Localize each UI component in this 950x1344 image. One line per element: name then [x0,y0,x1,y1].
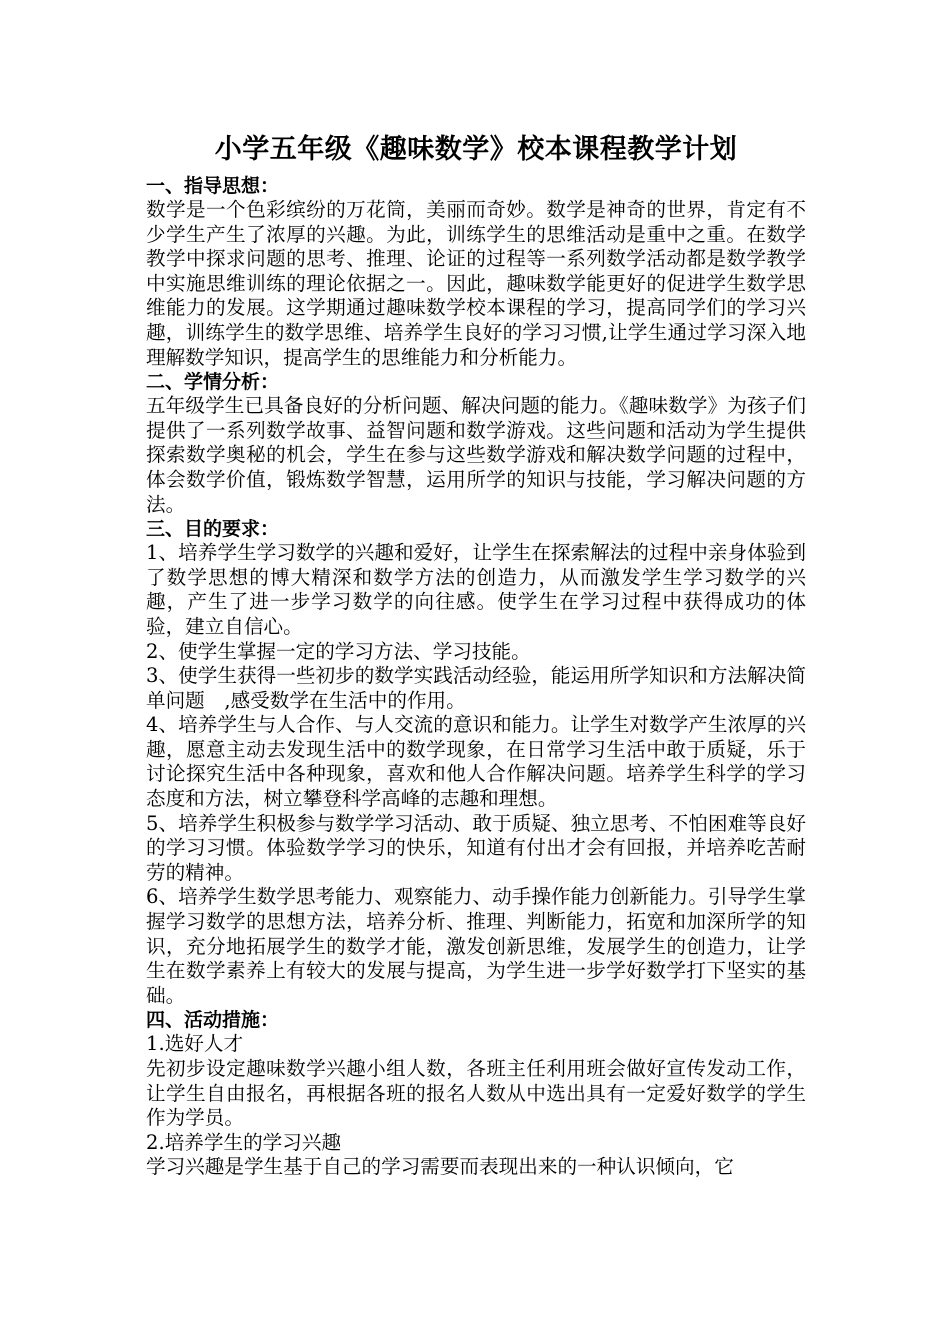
objective-item-1: 1、培养学生学习数学的兴趣和爱好，让学生在探索解法的过程中亲身体验到了数学思想的博大精深和数学方法的创造力，从而激发学生学习数学的兴趣，产生了进一步学习数学的向往感。使学生在学习过程中获得成功的体验，建立自信心。 [146,541,806,638]
document-page [146,128,806,1180]
objective-item-4: 4、培养学生与人合作、与人交流的意识和能力。让学生对数学产生浓厚的兴趣，愿意主动去发现生活中的数学现象，在日常学习生活中敢于质疑，乐于讨论探究生活中各种现象，喜欢和他人合作解决问题。培养学生科学的学习态度和方法，树立攀登科学高峰的志趣和理想。 [146,713,806,811]
paragraph-learner-analysis: 五年级学生已具备良好的分析问题、解决问题的能力。《趣味数学》为孩子们提供了一系列数学故事、益智问题和数学游戏。这些问题和活动为学生提供探索数学奥秘的机会，学生在参与这些数学游戏和解决数学问题的过程中，体会数学价值，锻炼数学智慧，运用所学的知识与技能，学习解决问题的方法。 [146,394,806,516]
section-heading-measures: 四、活动措施： [146,1009,280,1032]
section-heading-guiding-thought: 一、指导思想： [146,175,280,197]
objective-item-5: 5、培养学生积极参与数学学习活动、敢于质疑、独立思考、不怕困难等良好的学习习惯。体验数学学习的快乐，知道有付出才会有回报，并培养吃苦耐劳的精神。 [146,811,806,884]
measure-subheading-1: 1.选好人才 [146,1032,244,1056]
measure-subheading-2: 2.培养学生的学习兴趣 [146,1130,342,1154]
objective-item-2: 2、使学生掌握一定的学习方法、学习技能。 [146,639,531,663]
measure-paragraph-1: 先初步设定趣味数学兴趣小组人数，各班主任利用班会做好宣传发动工作，让学生自由报名，再根据各班的报名人数从中选出具有一定爱好数学的学生作为学员。 [146,1057,806,1130]
section-heading-objectives: 三、目的要求： [146,518,280,541]
paragraph-guiding-thought: 数学是一个色彩缤纷的万花筒，美丽而奇妙。数学是神奇的世界，肯定有不少学生产生了浓厚的兴趣。为此，训练学生的思维活动是重中之重。在数学教学中探求问题的思考、推理、论证的过程等一系列数学活动都是数学教学中实施思维训练的理论依据之一。因此，趣味数学能更好的促进学生数学思维能力的发展。这学期通过趣味数学校本课程的学习，提高同学们的学习兴趣，训练学生的数学思维、培养学生良好的学习习惯,让学生通过学习深入地理解数学知识，提高学生的思维能力和分析能力。 [146,198,806,369]
document-title: 小学五年级《趣味数学》校本课程教学计划 [214,134,738,165]
measure-paragraph-2: 学习兴趣是学生基于自己的学习需要而表现出来的一种认识倾向，它 [146,1155,734,1179]
objective-item-3: 3、使学生获得一些初步的数学实践活动经验，能运用所学知识和方法解决简单问题 ,感受数学在生活中的作用。 [146,664,806,712]
objective-item-6: 6、培养学生数学思考能力、观察能力、动手操作能力创新能力。引导学生掌握学习数学的思想方法，培养分析、推理、判断能力，拓宽和加深所学的知识，充分地拓展学生的数学才能，激发创新思维，发展学生的创造力，让学生在数学素养上有较大的发展与提高，为学生进一步学好数学打下坚实的基础。 [146,885,806,1007]
section-heading-learner-analysis: 二、学情分析： [146,371,280,394]
